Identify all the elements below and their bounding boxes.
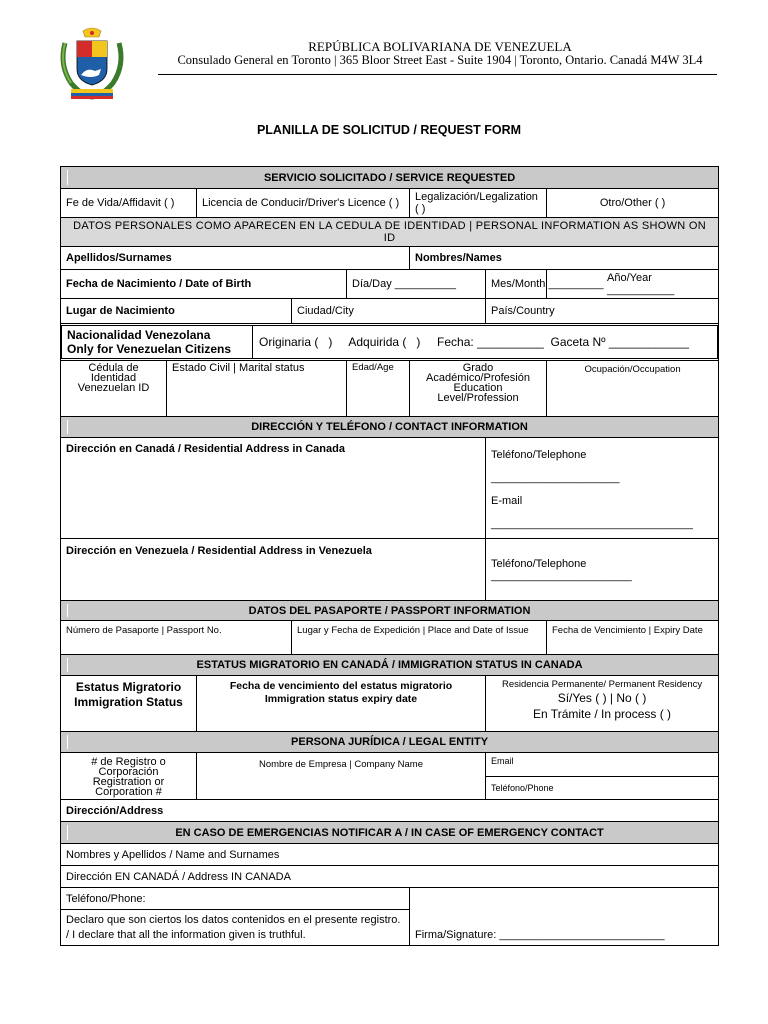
emergency-phone-field[interactable]: Teléfono/Phone: [61,888,410,910]
company-phone-field[interactable]: Teléfono/Phone [486,777,719,800]
phone-venezuela-field[interactable]: Teléfono/Telephone _______________________ [486,539,719,601]
phone-canada-field[interactable]: Teléfono/Telephone _____________________ [491,449,620,484]
company-name-field[interactable]: Nombre de Empresa | Company Name [197,753,486,800]
service-legalization-option[interactable]: Legalización/Legalization ( ) [410,189,547,218]
passport-expiry-field[interactable]: Fecha de Vencimiento | Expiry Date [547,621,719,655]
venezuelan-id-field[interactable] [61,361,167,417]
passport-issue-field[interactable]: Lugar y Fecha de Expedición | Place and Date of Issue [292,621,547,655]
company-email-field[interactable]: Email [486,753,719,777]
form-title: PLANILLA DE SOLICITUD / REQUEST FORM [256,123,522,137]
contact-section-title: DIRECCIÓN Y TELÉFONO / CONTACT INFORMATION [61,417,719,438]
immigration-status-field[interactable] [61,676,197,732]
birth-month-field[interactable]: Mes/Month _________ [486,270,547,299]
immigration-expiry-label: Fecha de vencimiento del estatus migratorio [229,680,453,692]
emergency-names-field[interactable]: Nombres y Apellidos / Name and Surnames [61,844,719,866]
occupation-field[interactable]: Ocupación/Occupation [547,361,719,417]
permanent-residency-field[interactable] [486,676,719,732]
birth-city-field[interactable]: Ciudad/City [292,299,486,324]
passport-section-title: DATOS DEL PASAPORTE / PASSPORT INFORMATION [61,601,719,621]
immigration-expiry-sublabel: Immigration status expiry date [264,693,418,705]
marital-status-field[interactable]: Estado Civil | Marital status [167,361,347,417]
education-sublabel: Education Level/Profession [437,382,519,404]
surnames-field[interactable]: Apellidos/Surnames [61,247,410,270]
email-field[interactable]: E-mail _________________________________ [491,495,693,530]
personal-data-subtitle: DATOS PERSONALES COMO APARECEN EN LA CEDULA DE IDENTIDAD | PERSONAL INFORMATION AS SHOWN ON ID [61,218,719,247]
nationality-options[interactable]: Originaria ( ) Adquirida ( ) Fecha: __________ Gaceta Nº ____________ [253,326,718,359]
registration-number-label: # de Registro o Corporación [91,756,166,778]
address-canada-field[interactable]: Dirección en Canadá / Residential Address in Canada [61,438,486,539]
birth-year-field[interactable]: Año/Year ___________ [547,270,719,299]
immigration-status-sublabel: Immigration Status [74,695,183,709]
immigration-status-label: Estatus Migratorio [75,680,182,694]
immigration-expiry-field[interactable] [197,676,486,732]
service-section-title: SERVICIO SOLICITADO / SERVICE REQUESTED [61,167,719,189]
header-divider [158,74,717,75]
birth-day-field[interactable]: Día/Day __________ [347,270,486,299]
service-other-option[interactable]: Otro/Other ( ) [547,189,719,218]
nationality-label: Nacionalidad Venezolana [67,328,211,342]
residency-yes-no-option[interactable]: Sí/Yes ( ) | No ( ) [557,691,647,705]
registration-number-field[interactable] [61,753,197,800]
nationality-sublabel: Only for Venezuelan Citizens [67,342,232,356]
country-name: REPÚBLICA BOLIVARIANA DE VENEZUELA [308,39,572,54]
age-field[interactable]: Edad/Age [347,361,410,417]
immigration-section-title: ESTATUS MIGRATORIO EN CANADÁ / IMMIGRATION STATUS IN CANADA [61,655,719,676]
registration-number-sublabel: Registration or Corporation # [92,776,165,798]
consulate-address: Consulado General en Toronto | 365 Bloor Street East - Suite 1904 | Toronto, Ontario. Canadá M4W 3L4 [177,53,703,67]
service-licence-option[interactable]: Licencia de Conducir/Driver's Licence ( ) [197,189,410,218]
permanent-residency-label: Residencia Permanente/ Permanent Residency [501,679,703,690]
education-field[interactable] [410,361,547,417]
declaration-text: Declaro que son ciertos los datos contenidos en el presente registro. / I declare that all the information given is truthful. [61,910,410,946]
residency-in-process-option[interactable]: En Trámite / In process ( ) [533,707,672,721]
signature-field[interactable]: Firma/Signature: ___________________________ [410,888,719,946]
emergency-address-field[interactable]: Dirección EN CANADÁ / Address IN CANADA [61,866,719,888]
education-label: Grado Académico/Profesión [426,362,530,384]
venezuela-coat-of-arms-icon [57,25,127,101]
document-header [0,0,768,110]
venezuelan-id-label: Cédula de Identidad [88,362,139,384]
request-form-table [60,166,719,946]
company-address-field[interactable]: Dirección/Address [61,800,719,822]
passport-number-field[interactable]: Número de Pasaporte | Passport No. [61,621,292,655]
service-affidavit-option[interactable]: Fe de Vida/Affidavit ( ) [61,189,197,218]
venezuelan-id-sublabel: Venezuelan ID [77,382,150,394]
names-field[interactable]: Nombres/Names [410,247,719,270]
birthplace-label: Lugar de Nacimiento [61,299,292,324]
address-venezuela-field[interactable]: Dirección en Venezuela / Residential Address in Venezuela [61,539,486,601]
legal-entity-section-title: PERSONA JURÍDICA / LEGAL ENTITY [61,732,719,753]
emergency-section-title: EN CASO DE EMERGENCIAS NOTIFICAR A / IN CASE OF EMERGENCY CONTACT [61,822,719,844]
date-of-birth-label: Fecha de Nacimiento / Date of Birth [61,270,347,299]
birth-country-field[interactable]: País/Country [486,299,719,324]
